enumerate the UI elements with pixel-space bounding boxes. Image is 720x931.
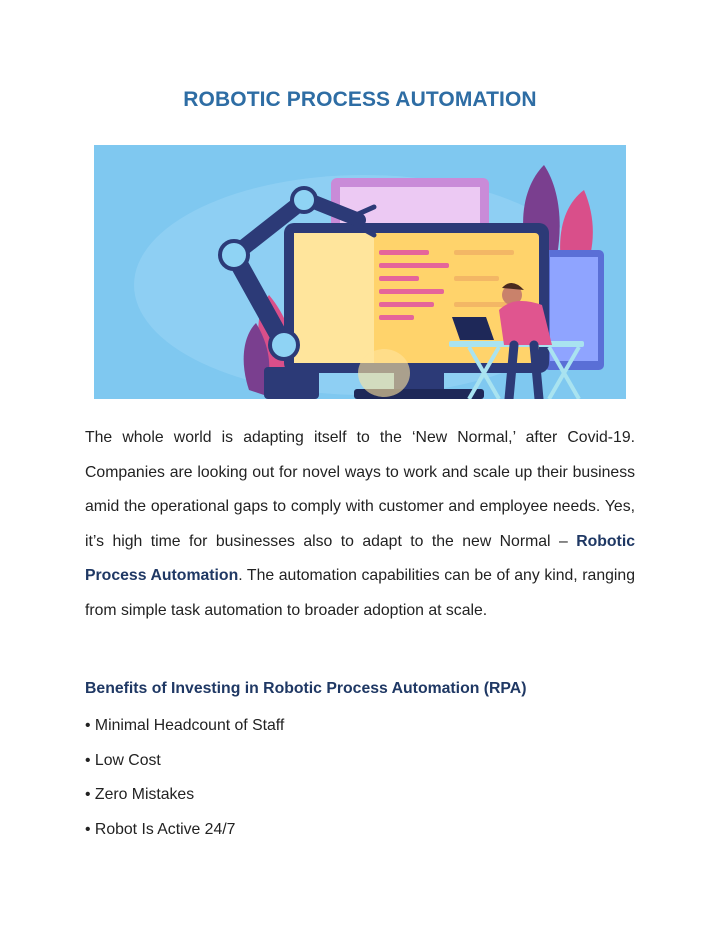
intro-text-after: . The automation capabilities can be of any kind, ranging from simple task automation to broader adoption at scale. xyxy=(85,567,635,619)
benefits-list xyxy=(85,709,284,847)
benefits-heading: Benefits of Investing in Robotic Process Automation (RPA) xyxy=(85,680,527,697)
intro-paragraph xyxy=(85,421,635,628)
intro-text-before: The whole world is adapting itself to the ‘New Normal,’ after Covid-19. Companies are looking out for novel ways to work and scale up their business amid the operational gaps to comply with customer and employee needs. Yes, it’s high time for businesses also to adapt to the new Normal – xyxy=(85,429,635,550)
benefit-item: • Minimal Headcount of Staff xyxy=(85,717,285,734)
robot-arm-computer-illustration xyxy=(94,145,626,399)
benefit-item: • Zero Mistakes xyxy=(85,786,195,803)
intro-text-emphasis: Robotic Process Automation xyxy=(85,532,635,584)
page-title: ROBOTIC PROCESS AUTOMATION xyxy=(183,88,537,111)
benefit-item: • Low Cost xyxy=(85,751,161,769)
benefit-item: • Robot Is Active 24/7 xyxy=(85,820,236,838)
